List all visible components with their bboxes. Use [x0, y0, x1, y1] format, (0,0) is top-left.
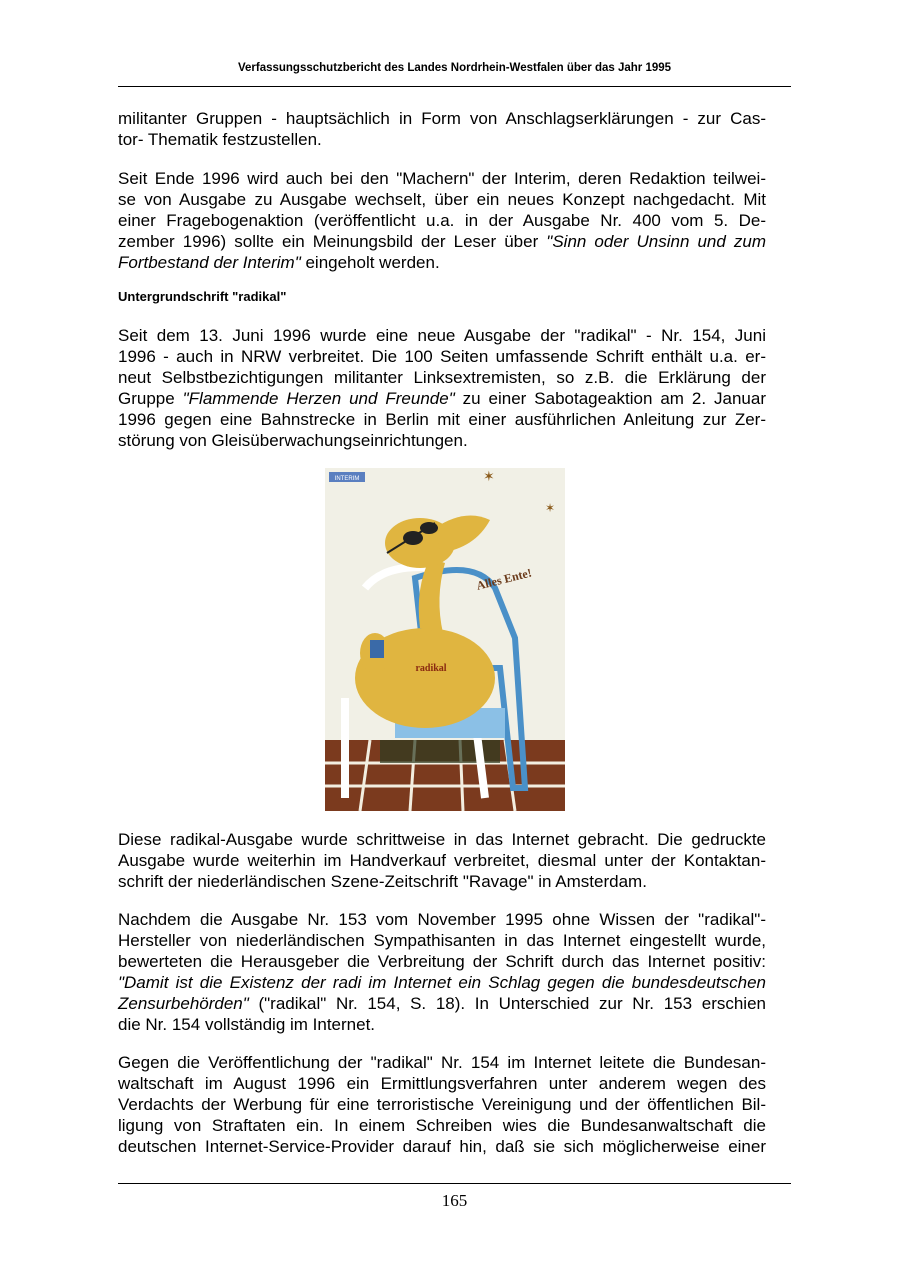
- text-line: [118, 951, 766, 972]
- text-span: zu einer Sabotageaktion am 2. Januar: [454, 389, 766, 408]
- page-number: 165: [441, 1191, 468, 1210]
- text-span: eingeholt werden.: [300, 253, 440, 272]
- text-span: Seit Ende 1996 wird auch bei den "Machern" der Interim, deren Redaktion teilwei-: [118, 169, 766, 188]
- text-line: [118, 108, 766, 129]
- paragraph: [118, 909, 766, 1035]
- text-span: Hersteller von niederländischen Sympathisanten in das Internet eingestellt wurde,: [118, 931, 766, 950]
- italic-quote: Zensurbehörden": [118, 994, 249, 1013]
- text-line: [118, 1115, 766, 1136]
- radikal-cover-image: [325, 468, 565, 811]
- text-line: [118, 388, 766, 409]
- text-span: Gruppe: [118, 389, 183, 408]
- text-span: se von Ausgabe zu Ausgabe wechselt, über ein neues Konzept nachgedacht. Mit: [118, 190, 766, 209]
- text-span: ligung von Straftaten ein. In einem Schreiben wies die Bundesanwaltschaft die: [118, 1116, 766, 1135]
- running-header: Verfassungsschutzbericht des Landes Nordrhein-Westfalen über das Jahr 1995: [237, 62, 672, 74]
- paragraph: [118, 168, 766, 273]
- text-line: [118, 1014, 766, 1035]
- text-span: Verdachts der Werbung für eine terroristische Vereinigung und der öffentlichen Bil-: [118, 1095, 766, 1114]
- italic-quote: "Damit ist die Existenz der radi im Internet ein Schlag gegen die bundesdeutschen: [118, 973, 766, 992]
- cover-slogan: Alles Ente!: [475, 565, 534, 593]
- text-span: 1996 - auch in NRW verbreitet. Die 100 Seiten umfassende Schrift enthält u.a. er-: [118, 347, 766, 366]
- text-span: Seit dem 13. Juni 1996 wurde eine neue Ausgabe der "radikal" - Nr. 154, Juni: [118, 326, 766, 345]
- paragraph: [118, 829, 766, 892]
- text-line: [118, 252, 766, 273]
- text-span: Diese radikal-Ausgabe wurde schrittweise in das Internet gebracht. Die gedruckte: [118, 830, 766, 849]
- text-span: schrift der niederländischen Szene-Zeitschrift "Ravage" in Amsterdam.: [118, 872, 647, 891]
- text-span: einer Fragebogenaktion (veröffentlicht u.a. in der Ausgabe Nr. 400 vom 5. De-: [118, 211, 766, 230]
- text-span: waltschaft im August 1996 ein Ermittlungsverfahren unter anderem wegen des: [118, 1074, 766, 1093]
- section-heading: Untergrundschrift "radikal": [118, 289, 287, 304]
- paragraph: [118, 1052, 766, 1157]
- text-line: [118, 325, 766, 346]
- text-span: die Nr. 154 vollständig im Internet.: [118, 1015, 376, 1034]
- text-line: [118, 829, 766, 850]
- text-span: störung von Gleisüberwachungseinrichtungen.: [118, 431, 468, 450]
- text-line: [118, 1136, 766, 1157]
- text-span: deutschen Internet-Service-Provider darauf hin, daß sie sich möglicherweise einer: [118, 1137, 766, 1156]
- text-line: [118, 346, 766, 367]
- text-span: tor- Thematik festzustellen.: [118, 130, 322, 149]
- svg-text:✶: ✶: [483, 468, 495, 484]
- text-span: 1996 gegen eine Bahnstrecke in Berlin mit einer ausführlichen Anleitung zur Zer-: [118, 410, 766, 429]
- text-line: [118, 993, 766, 1014]
- text-line: [118, 1052, 766, 1073]
- text-line: [118, 850, 766, 871]
- text-span: Nachdem die Ausgabe Nr. 153 vom November 1995 ohne Wissen der "radikal"-: [118, 910, 766, 929]
- footer-rule: [118, 1183, 791, 1184]
- svg-text:INTERIM: INTERIM: [334, 476, 360, 482]
- text-line: [118, 210, 766, 231]
- text-span: ("radikal" Nr. 154, S. 18). In Unterschied zur Nr. 153 erschien: [248, 994, 766, 1013]
- paragraph: [118, 108, 766, 150]
- text-span: bewerteten die Herausgeber die Verbreitung der Schrift durch das Internet positiv:: [118, 952, 766, 971]
- text-line: [118, 168, 766, 189]
- text-line: [118, 1073, 766, 1094]
- text-span: neut Selbstbezichtigungen militanter Linksextremisten, so z.B. die Erklärung der: [118, 368, 766, 387]
- cover-brand: radikal: [415, 663, 447, 674]
- text-line: [118, 129, 766, 150]
- text-line: [118, 367, 766, 388]
- header-rule: [118, 86, 791, 87]
- text-span: Ausgabe wurde weiterhin im Handverkauf verbreitet, diesmal unter der Kontaktan-: [118, 851, 766, 870]
- text-line: [118, 930, 766, 951]
- italic-quote: "Sinn oder Unsinn und zum: [546, 232, 767, 251]
- svg-text:✶: ✶: [545, 501, 556, 515]
- text-line: [118, 1094, 766, 1115]
- italic-quote: Fortbestand der Interim": [118, 253, 301, 272]
- text-span: Gegen die Veröffentlichung der "radikal" Nr. 154 im Internet leitete die Bundesan-: [118, 1053, 766, 1072]
- paragraph: [118, 325, 766, 451]
- text-line: [118, 871, 766, 892]
- text-line: [118, 430, 766, 451]
- text-line: [118, 909, 766, 930]
- italic-quote: "Flammende Herzen und Freunde": [182, 389, 455, 408]
- text-line: [118, 409, 766, 430]
- text-line: [118, 972, 766, 993]
- text-line: [118, 189, 766, 210]
- text-line: [118, 231, 766, 252]
- text-span: militanter Gruppen - hauptsächlich in Form von Anschlagserklärungen - zur Cas-: [118, 109, 766, 128]
- text-span: zember 1996) sollte ein Meinungsbild der Leser über: [118, 232, 547, 251]
